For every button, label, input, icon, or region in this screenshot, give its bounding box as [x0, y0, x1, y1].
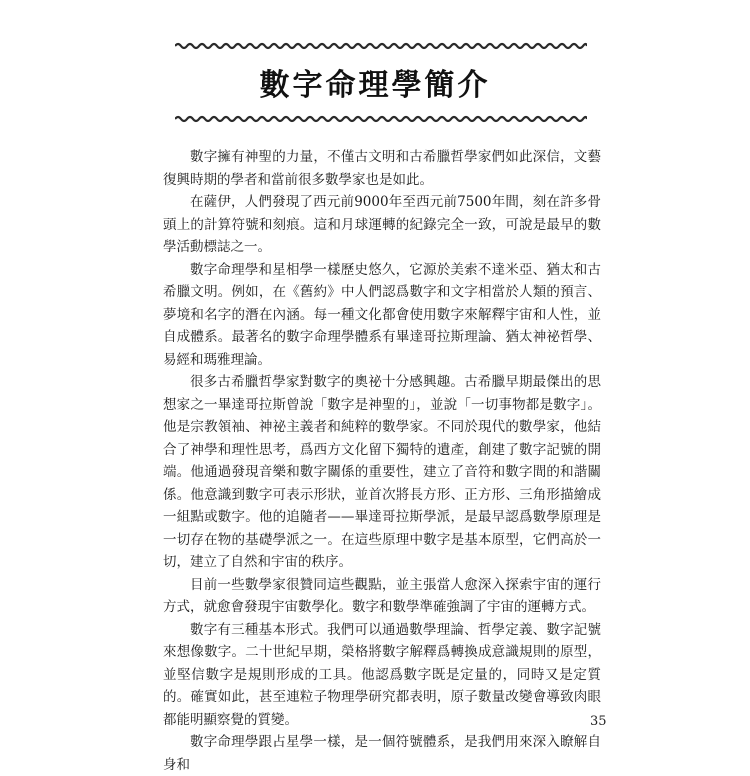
paragraph: 數字擁有神聖的力量，不僅古文明和古希臘哲學家們如此深信，文藝復興時期的學者和當前很多數學家也是如此。 [163, 149, 601, 188]
paragraph: 很多古希臘哲學家對數字的奧祕十分感興趣。古希臘早期最傑出的思想家之一畢達哥拉斯曾說「數字是神聖的」，並說「一切事物都是數字」。他是宗教領袖、神祕主義者和純粹的數學家。不同於現代的數學家，他結合了神學和理性思考，爲西方文化留下獨特的遺產，創建了數字記號的開端。他通過發現音樂和數字關係的重要性，建立了音符和數字間的和諧關係。他意識到數字可表示形狀，並首次將長方形、正方形、三角形描繪成一組點或數字。他的追隨者——畢達哥拉斯學派，是最早認爲數學原理是一切存在物的基礎學派之一。在這些原理中數字是基本原型，它們高於一切，建立了自然和宇宙的秩序。 [163, 374, 601, 570]
paragraph: 數字有三種基本形式。我們可以通過數學理論、哲學定義、數字記號來想像數字。二十世紀早期，榮格將數字解釋爲轉換成意識規則的原型，並堅信數字是規則形成的工具。他認爲數字既是定量的，同時又是定質的。確實如此，甚至連粒子物理學研究都表明，原子數量改變會導致肉眼都能明顯察覺的質變。 [163, 621, 601, 728]
paragraph: 數字命理學跟占星學一樣，是一個符號體系，是我們用來深入瞭解自身和 [163, 734, 601, 773]
paragraph: 目前一些數學家很贊同這些觀點，並主張當人愈深入探索宇宙的運行方式，就愈會發現宇宙數學化。數字和數學準確強調了宇宙的運轉方式。 [163, 576, 601, 615]
body-text [163, 146, 601, 776]
paragraph: 數字命理學和星相學一樣歷史悠久，它源於美索不達米亞、猶太和古希臘文明。例如，在《舊約》中人們認爲數字和文字相當於人類的預言、夢境和名字的潛在內涵。每一種文化都會使用數字來解釋宇宙和人性，並自成體系。最著名的數字命理學體系有畢達哥拉斯理論、猶太神祕哲學、易經和瑪雅理論。 [163, 261, 601, 368]
paragraph: 在薩伊，人們發現了西元前9000年至西元前7500年間，刻在許多骨頭上的計算符號和刻痕。這和月球運轉的紀錄完全一致，可說是最早的數學活動標誌之一。 [163, 194, 601, 255]
page-title: 數字命理學簡介 [259, 68, 491, 103]
page-number: 35 [590, 714, 607, 729]
wavy-rule-bottom [175, 113, 587, 125]
wavy-rule-top [175, 40, 587, 52]
